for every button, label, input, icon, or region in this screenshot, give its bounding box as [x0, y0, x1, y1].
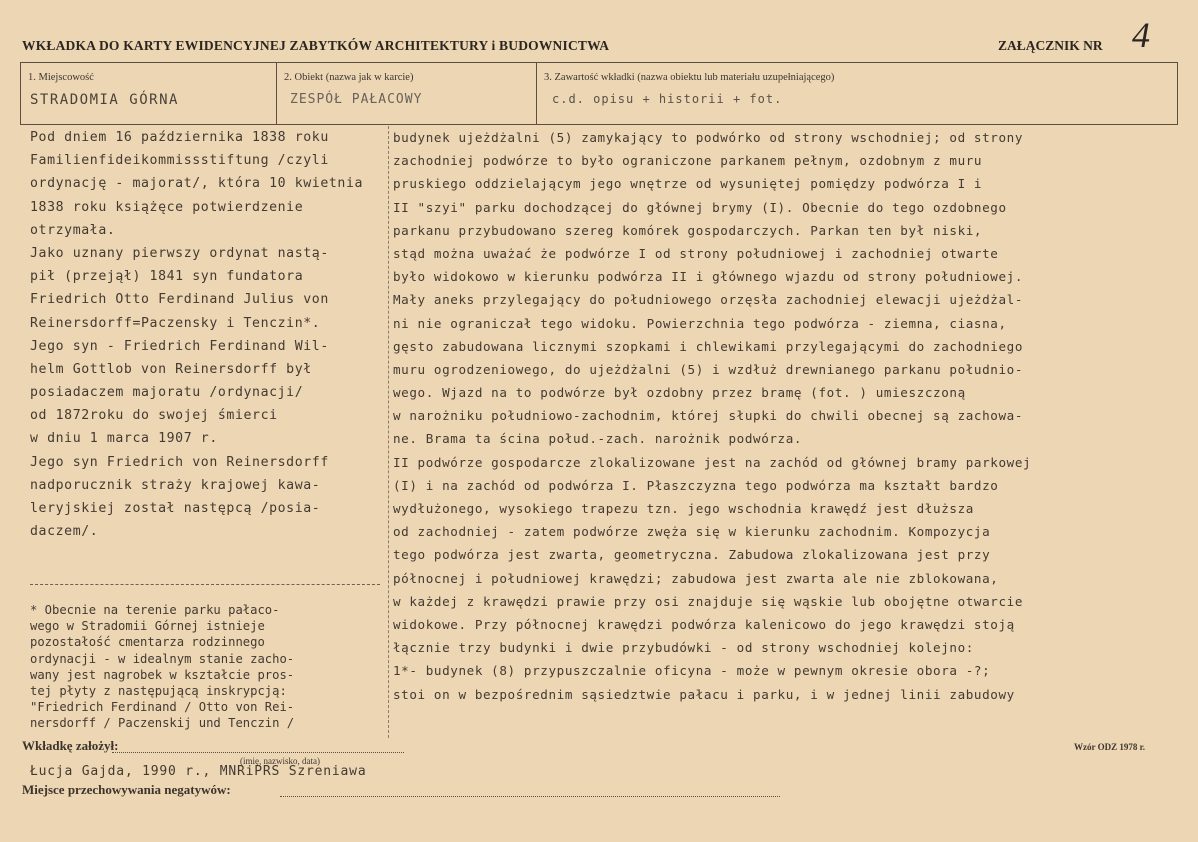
left-column-line: od 1872roku do swojej śmierci: [30, 408, 278, 424]
footnote-line: * Obecnie na terenie parku pałaco-: [30, 603, 280, 617]
right-column-line: tego podwórza jest zwarta, geometryczna. Zabudowa zlokalizowana jest przy: [393, 547, 991, 563]
footnote-separator: [30, 584, 380, 585]
right-column-line: stoi on w bezpośrednim sąsiedztwie pałacu i parku, i w jednej linii zabudowy: [393, 686, 1015, 702]
left-column-line: pił (przejął) 1841 syn fundatora: [30, 269, 304, 285]
right-column-line: pruskiego oddzielającym jego wnętrze od wysuniętej pomiędzy podwórza I i: [393, 176, 983, 192]
left-column-line: Familienfideikommissstiftung /czyli: [30, 153, 329, 169]
negatives-line: [280, 796, 780, 797]
field-border-right: [1177, 62, 1178, 124]
header-rule-top: [20, 62, 1178, 63]
negatives-label: Miejsce przechowywania negatywów:: [22, 782, 231, 797]
right-column-line: Mały aneks przylegający do południowego orzęsła zachodniej elewacji ujeżdżal-: [393, 292, 1024, 308]
obiekt-value: ZESPÓŁ PAŁACOWY: [290, 92, 423, 107]
left-column-line: w dniu 1 marca 1907 r.: [30, 431, 218, 447]
right-column-line: wydłużonego, wysokiego trapezu tzn. jego wschodnia krawędź jest dłuższa: [393, 501, 974, 516]
right-column-text: [393, 126, 1031, 706]
right-column-line: II "szyi" parku dochodzącej do głównej brymy (I). Obecnie do tego ozdobnego: [393, 199, 1007, 215]
left-column-line: 1838 roku książęce potwierdzenie: [30, 199, 304, 215]
left-column-line: Jego syn - Friedrich Ferdinand Wil-: [30, 338, 329, 354]
right-column-line: (I) i na zachód od podwórza I. Płaszczyzna tego podwórza ma kształt bardzo: [393, 477, 999, 493]
annex-label: ZAŁĄCZNIK NR: [998, 38, 1103, 53]
right-column-line: ne. Brama ta ścina połud.-zach. narożnik podwórza.: [393, 431, 803, 447]
left-column-line: helm Gottlob von Reinersdorff był: [30, 361, 312, 377]
wkladke-line: [112, 752, 404, 753]
footnote-line: tej płyty z następującą inskrypcją:: [30, 683, 287, 698]
left-column-line: leryjskiej został następcą /posia-: [30, 501, 321, 516]
right-column-line: wego. Wjazd na to podwórze był ozdobny przez bramę (fot. ) umieszczoną: [393, 385, 966, 401]
field-border-left: [20, 62, 21, 124]
header-rule-bottom: [20, 124, 1178, 125]
field-divider-1: [276, 62, 277, 124]
right-column-line: stąd można uważać że podwórze I od strony południowej i zachodniej otwarte: [393, 245, 999, 261]
right-column-line: budynek ujeżdżalni (5) zamykający to podwórko od strony wschodniej; od strony: [393, 130, 1024, 145]
zawartosc-label: 3. Zawartość wkładki (nazwa obiektu lub materiału uzupełniającego): [544, 72, 835, 83]
obiekt-label: 2. Obiekt (nazwa jak w karcie): [284, 72, 414, 83]
left-column-line: Jako uznany pierwszy ordynat nastą-: [30, 245, 329, 261]
left-column-line: Pod dniem 16 października 1838 roku: [30, 130, 329, 145]
footnote-line: ordynacji - w idealnym stanie zacho-: [30, 651, 295, 666]
footnote-text: [30, 602, 294, 732]
right-column-line: ni nie ograniczał tego widoku. Powierzchnia tego podwórza - ziemna, ciasna,: [393, 315, 1007, 331]
left-column-line: Reinersdorff=Paczensky i Tenczin*.: [30, 315, 321, 331]
right-column-line: od zachodniej - zatem podwórze zwęża się w kierunku zachodnim. Kompozycja: [393, 524, 991, 540]
left-column-line: ordynację - majorat/, która 10 kwietnia: [30, 176, 364, 192]
miejscowosc-value: STRADOMIA GÓRNA: [30, 92, 179, 108]
name-date-caption: (imię, nazwisko, data): [240, 756, 320, 766]
right-column-line: gęsto zabudowana licznymi szopkami i chlewikami przylegającymi do zachodniego: [393, 338, 1024, 354]
right-column-line: parkanu przybudowano szereg komórek gospodarczych. Parkan ten był niski,: [393, 222, 983, 238]
right-column-line: było widokowo w kierunku podwórza II i głównego wjazdu od strony południowej.: [393, 269, 1024, 285]
miejscowosc-label: 1. Miejscowość: [28, 72, 94, 83]
right-column-line: zachodniej podwórze to było ograniczone parkanem pełnym, ozdobnym z muru: [393, 153, 983, 169]
zawartosc-value: c.d. opisu + historii + fot.: [552, 92, 783, 106]
left-column-line: otrzymała.: [30, 222, 116, 238]
form-template-code: Wzór ODZ 1978 r.: [1074, 742, 1145, 752]
left-column-text: [30, 126, 363, 543]
right-column-line: II podwórze gospodarcze zlokalizowane jest na zachód od głównej bramy parkowej: [393, 454, 1032, 470]
footnote-line: "Friedrich Ferdinand / Otto von Rei-: [30, 700, 295, 715]
footnote-line: wany jest nagrobek w kształcie pros-: [30, 667, 295, 682]
column-divider: [388, 126, 389, 738]
wkladke-label: Wkładkę założył:: [22, 738, 119, 753]
right-column-line: widokowe. Przy północnej krawędzi podwórza kalenicowo do jego krawędzi stoją: [393, 616, 1015, 632]
left-column-line: Jego syn Friedrich von Reinersdorff: [30, 454, 329, 470]
left-column-line: posiadaczem majoratu /ordynacji/: [30, 385, 304, 401]
right-column-line: łącznie trzy budynki i dwie przybudówki - od strony wschodniej kolejno:: [393, 640, 974, 656]
annex-number: 4: [1132, 15, 1150, 55]
right-column-line: 1*- budynek (8) przypuszczalnie oficyna - może w pewnym okresie obora -?;: [393, 663, 991, 679]
footnote-line: pozostałość cmentarza rodzinnego: [30, 635, 265, 650]
right-column-line: w każdej z krawędzi prawie przy osi znajduje się wąskie lub obojętne otwarcie: [393, 593, 1024, 609]
form-title: WKŁADKA DO KARTY EWIDENCYJNEJ ZABYTKÓW ARCHITEKTURY i BUDOWNICTWA: [22, 38, 610, 53]
footnote-line: wego w Stradomii Górnej istnieje: [30, 619, 265, 634]
left-column-line: nadporucznik straży krajowej kawa-: [30, 477, 321, 493]
field-divider-2: [536, 62, 537, 124]
right-column-line: północnej i południowej krawędzi; zabudowa jest zwarta ale nie zblokowana,: [393, 570, 999, 586]
footnote-line: nersdorff / Paczenskij und Tenczin /: [30, 716, 295, 731]
left-column-line: daczem/.: [30, 524, 99, 540]
left-column-line: Friedrich Otto Ferdinand Julius von: [30, 292, 329, 308]
author-entry: Łucja Gajda, 1990 r., MNRiPRS Szreniawa: [30, 764, 367, 779]
right-column-line: w narożniku południowo-zachodnim, której słupki do chwili obecnej są zachowa-: [393, 408, 1024, 424]
right-column-line: muru ogrodzeniowego, do ujeżdżalni (5) i wzdłuż drewnianego parkanu południo-: [393, 361, 1024, 377]
